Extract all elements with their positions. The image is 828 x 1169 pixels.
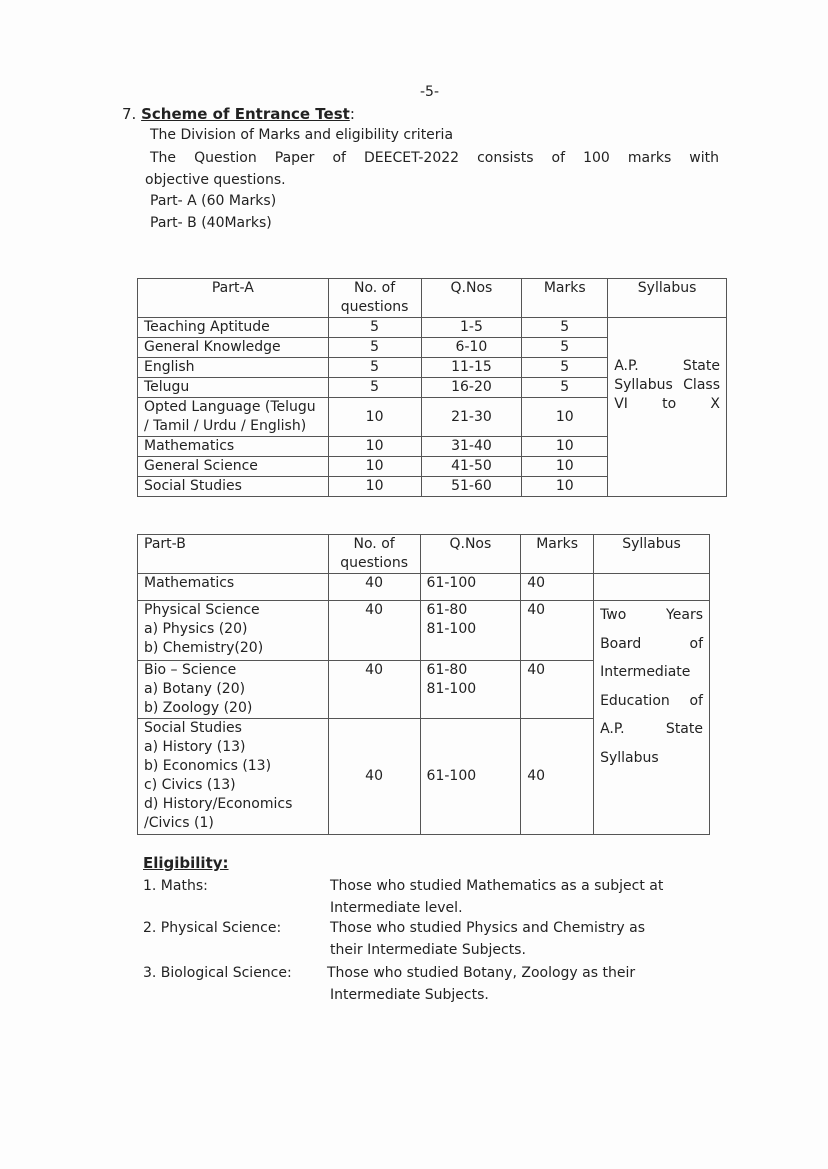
table-header-row	[138, 279, 727, 318]
intro-line: The Division of Marks and eligibility criteria	[150, 127, 454, 143]
qnos-cell: 21-30	[421, 398, 522, 437]
eligibility-text: Those who studied Physics and Chemistry as	[330, 920, 646, 936]
questions-cell: 10	[328, 477, 421, 497]
eligibility-text: Those who studied Mathematics as a subject at	[330, 878, 664, 894]
marks-cell: 5	[522, 318, 608, 338]
qnos-line: 81-100	[426, 681, 477, 697]
intro-line: Part- B (40Marks)	[150, 215, 272, 231]
qnos-line: 61-100	[426, 575, 477, 591]
header-cell: No. of questions	[328, 279, 421, 318]
subject-cell	[138, 574, 329, 601]
eligibility-text: Those who studied Botany, Zoology as their	[327, 965, 636, 981]
eligibility-text: Intermediate Subjects.	[330, 987, 489, 1003]
qnos-cell: 1-5	[421, 318, 522, 338]
intro-line: objective questions.	[145, 172, 286, 188]
subject-cell: Telugu	[138, 378, 329, 398]
qnos-cell	[420, 719, 521, 835]
qnos-line: 81-100	[426, 621, 477, 637]
marks-cell: 40	[521, 661, 594, 719]
table-row	[138, 574, 710, 601]
questions-cell: 10	[328, 437, 421, 457]
qnos-cell: 51-60	[421, 477, 522, 497]
section-heading	[122, 105, 355, 123]
subject-cell	[138, 601, 329, 661]
qnos-cell	[420, 601, 521, 661]
questions-cell: 10	[328, 457, 421, 477]
questions-cell: 5	[328, 378, 421, 398]
qnos-cell: 31-40	[421, 437, 522, 457]
questions-cell: 40	[328, 661, 420, 719]
intro-line: Part- A (60 Marks)	[150, 193, 277, 209]
table-row	[138, 601, 710, 661]
subject-cell: Social Studies	[138, 477, 329, 497]
questions-cell: 5	[328, 338, 421, 358]
section-title: Scheme of Entrance Test	[141, 105, 350, 123]
subject-cell: General Knowledge	[138, 338, 329, 358]
header-cell: No. of questions	[328, 535, 420, 574]
subject-line: b) Economics (13)	[144, 758, 272, 774]
subject-line: Mathematics	[144, 575, 235, 591]
marks-cell: 10	[522, 398, 608, 437]
header-cell: Part-A	[138, 279, 329, 318]
eligibility-label: 3. Biological Science:	[143, 965, 292, 981]
part-b-table	[137, 534, 710, 835]
colon: :	[349, 105, 355, 123]
questions-cell: 10	[328, 398, 421, 437]
subject-line: Social Studies	[144, 720, 242, 736]
eligibility-text: their Intermediate Subjects.	[330, 942, 526, 958]
subject-line: a) Physics (20)	[144, 621, 248, 637]
header-cell: Part-B	[138, 535, 329, 574]
subject-line: Bio – Science	[144, 662, 237, 678]
qnos-line: 61-100	[426, 768, 477, 784]
subject-cell	[138, 661, 329, 719]
marks-cell: 5	[522, 358, 608, 378]
subject-line: a) History (13)	[144, 739, 246, 755]
subject-cell	[138, 719, 329, 835]
subject-cell: Teaching Aptitude	[138, 318, 329, 338]
subject-cell: Mathematics	[138, 437, 329, 457]
questions-cell: 5	[328, 358, 421, 378]
eligibility-text: Intermediate level.	[330, 900, 463, 916]
qnos-cell: 11-15	[421, 358, 522, 378]
header-cell: Q.Nos	[421, 279, 522, 318]
questions-cell: 40	[328, 574, 420, 601]
marks-cell: 10	[522, 437, 608, 457]
subject-cell: Opted Language (Telugu / Tamil / Urdu / English)	[138, 398, 329, 437]
page-number: -5-	[420, 84, 440, 100]
questions-cell: 40	[328, 719, 420, 835]
syllabus-cell-empty	[594, 574, 710, 601]
part-a-table	[137, 278, 727, 497]
qnos-cell: 16-20	[421, 378, 522, 398]
table-row	[138, 318, 727, 338]
eligibility-label: 2. Physical Science:	[143, 920, 282, 936]
table-header-row	[138, 535, 710, 574]
marks-cell: 5	[522, 378, 608, 398]
qnos-line: 61-80	[426, 602, 468, 618]
marks-cell: 40	[521, 574, 594, 601]
marks-cell: 5	[522, 338, 608, 358]
subject-line: a) Botany (20)	[144, 681, 246, 697]
syllabus-cell: A.P. State Syllabus Class VI to X	[608, 318, 727, 497]
subject-line: c) Civics (13)	[144, 777, 236, 793]
qnos-cell: 41-50	[421, 457, 522, 477]
intro-line: The Question Paper of DEECET-2022 consists of 100 marks with	[150, 150, 719, 166]
subject-line: Physical Science	[144, 602, 260, 618]
qnos-cell: 6-10	[421, 338, 522, 358]
qnos-cell	[420, 661, 521, 719]
qnos-line: 61-80	[426, 662, 468, 678]
marks-cell: 10	[522, 477, 608, 497]
syllabus-cell: Two Years Board of Intermediate Education of A.P. State Syllabus	[594, 601, 710, 835]
questions-cell: 5	[328, 318, 421, 338]
header-cell: Syllabus	[594, 535, 710, 574]
subject-line: d) History/Economics /Civics (1)	[144, 796, 293, 831]
header-cell: Syllabus	[608, 279, 727, 318]
header-cell: Q.Nos	[420, 535, 521, 574]
questions-cell: 40	[328, 601, 420, 661]
subject-cell: English	[138, 358, 329, 378]
marks-cell: 10	[522, 457, 608, 477]
section-number: 7.	[122, 105, 137, 123]
subject-line: b) Chemistry(20)	[144, 640, 264, 656]
eligibility-heading: Eligibility:	[143, 854, 229, 872]
header-cell: Marks	[521, 535, 594, 574]
marks-cell: 40	[521, 601, 594, 661]
eligibility-label: 1. Maths:	[143, 878, 208, 894]
subject-cell: General Science	[138, 457, 329, 477]
marks-cell: 40	[521, 719, 594, 835]
subject-line: b) Zoology (20)	[144, 700, 253, 716]
qnos-cell	[420, 574, 521, 601]
header-cell: Marks	[522, 279, 608, 318]
